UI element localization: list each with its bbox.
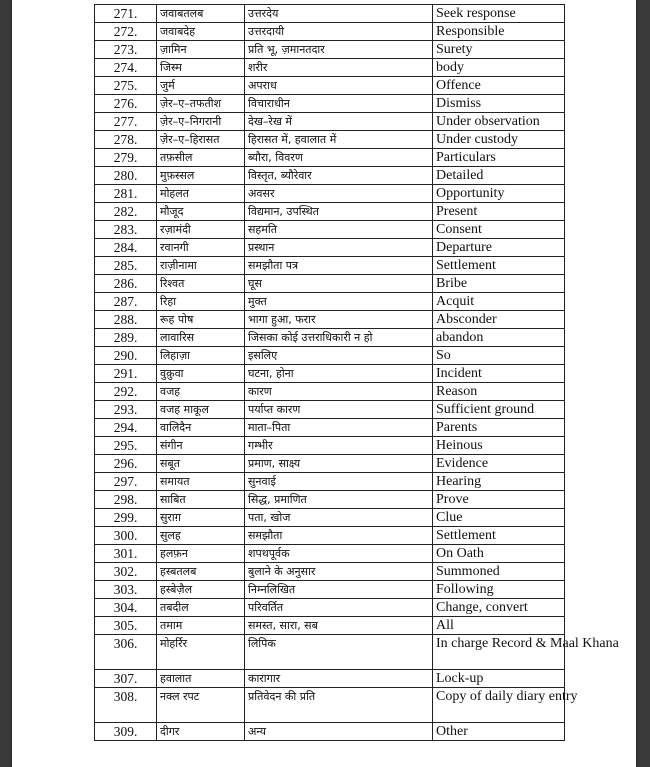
hindi-meaning: माता–पिता: [245, 419, 433, 437]
entry-number: 272.: [95, 23, 157, 41]
hindi-meaning: समझौता पत्र: [245, 257, 433, 275]
hindi-meaning: विचाराधीन: [245, 95, 433, 113]
entry-number: 309.: [95, 723, 157, 741]
urdu-term: लावारिस: [157, 329, 245, 347]
hindi-meaning: भागा हुआ, फरार: [245, 311, 433, 329]
urdu-term: हवालात: [157, 670, 245, 688]
entry-number: 292.: [95, 383, 157, 401]
urdu-term: ज़ेर–ए–निगरानी: [157, 113, 245, 131]
english-meaning: Heinous: [433, 437, 565, 455]
english-meaning: Copy of daily diary entry: [433, 688, 565, 723]
entry-number: 283.: [95, 221, 157, 239]
english-meaning: Prove: [433, 491, 565, 509]
urdu-term: रिश्वत: [157, 275, 245, 293]
table-row: [95, 185, 565, 203]
urdu-term: राज़ीनामा: [157, 257, 245, 275]
glossary-body: [95, 5, 619, 741]
urdu-term: मोहलत: [157, 185, 245, 203]
urdu-term: समायत: [157, 473, 245, 491]
table-row: [95, 545, 565, 563]
table-row: [95, 311, 565, 329]
urdu-term: सुलह: [157, 527, 245, 545]
entry-number: 297.: [95, 473, 157, 491]
hindi-meaning: प्रतिवेदन की प्रति: [245, 688, 433, 723]
entry-number: 294.: [95, 419, 157, 437]
entry-number: 278.: [95, 131, 157, 149]
entry-number: 276.: [95, 95, 157, 113]
hindi-meaning: प्रस्थान: [245, 239, 433, 257]
english-meaning: Hearing: [433, 473, 565, 491]
table-row: [95, 491, 565, 509]
english-meaning: Settlement: [433, 527, 565, 545]
table-row: [95, 95, 565, 113]
hindi-meaning: शपथपूर्वक: [245, 545, 433, 563]
english-meaning: Departure: [433, 239, 565, 257]
english-meaning: Offence: [433, 77, 565, 95]
entry-number: 284.: [95, 239, 157, 257]
hindi-meaning: पर्याप्त कारण: [245, 401, 433, 419]
english-meaning: Summoned: [433, 563, 565, 581]
urdu-term: हस्बेज़ैल: [157, 581, 245, 599]
entry-number: 287.: [95, 293, 157, 311]
table-row: [95, 221, 565, 239]
table-row: [95, 5, 565, 23]
table-row: [95, 347, 565, 365]
table-row: [95, 257, 565, 275]
entry-number: 291.: [95, 365, 157, 383]
entry-number: 299.: [95, 509, 157, 527]
hindi-meaning: प्रमाण, साक्ष्य: [245, 455, 433, 473]
hindi-meaning: अवसर: [245, 185, 433, 203]
entry-number: 279.: [95, 149, 157, 167]
english-meaning: Clue: [433, 509, 565, 527]
hindi-meaning: बुलाने के अनुसार: [245, 563, 433, 581]
document-page: [12, 0, 636, 767]
hindi-meaning: निम्नलिखित: [245, 581, 433, 599]
urdu-term: तबदील: [157, 599, 245, 617]
english-meaning: Evidence: [433, 455, 565, 473]
english-meaning: Following: [433, 581, 565, 599]
entry-number: 277.: [95, 113, 157, 131]
english-meaning: Other: [433, 723, 565, 741]
english-meaning: On Oath: [433, 545, 565, 563]
table-row: [95, 419, 565, 437]
urdu-term: वुक़ुवा: [157, 365, 245, 383]
table-row: [95, 563, 565, 581]
urdu-term: सबूत: [157, 455, 245, 473]
hindi-meaning: सुनवाई: [245, 473, 433, 491]
table-row: [95, 617, 565, 635]
table-row: [95, 293, 565, 311]
entry-number: 293.: [95, 401, 157, 419]
urdu-term: सुराग़: [157, 509, 245, 527]
english-meaning: Reason: [433, 383, 565, 401]
entry-number: 289.: [95, 329, 157, 347]
table-row: [95, 167, 565, 185]
entry-number: 282.: [95, 203, 157, 221]
table-row: [95, 455, 565, 473]
urdu-term: दीगर: [157, 723, 245, 741]
entry-number: 303.: [95, 581, 157, 599]
entry-number: 273.: [95, 41, 157, 59]
hindi-meaning: मुक्त: [245, 293, 433, 311]
english-meaning: Acquit: [433, 293, 565, 311]
hindi-meaning: इसलिए: [245, 347, 433, 365]
english-meaning: Detailed: [433, 167, 565, 185]
table-row: [95, 688, 565, 723]
english-meaning: Settlement: [433, 257, 565, 275]
entry-number: 286.: [95, 275, 157, 293]
entry-number: 302.: [95, 563, 157, 581]
urdu-term: रज़ामंदी: [157, 221, 245, 239]
english-meaning: Consent: [433, 221, 565, 239]
english-meaning: All: [433, 617, 565, 635]
hindi-meaning: घूस: [245, 275, 433, 293]
table-row: [95, 581, 565, 599]
hindi-meaning: शरीर: [245, 59, 433, 77]
urdu-term: तमाम: [157, 617, 245, 635]
hindi-meaning: कारागार: [245, 670, 433, 688]
entry-number: 271.: [95, 5, 157, 23]
urdu-term: मोहर्रिर: [157, 635, 245, 670]
english-meaning: Under observation: [433, 113, 565, 131]
urdu-term: मुफ़स्सल: [157, 167, 245, 185]
entry-number: 308.: [95, 688, 157, 723]
hindi-meaning: अन्य: [245, 723, 433, 741]
table-row: [95, 527, 565, 545]
entry-number: 288.: [95, 311, 157, 329]
entry-number: 298.: [95, 491, 157, 509]
hindi-meaning: प्रति भू, ज़मानतदार: [245, 41, 433, 59]
table-row: [95, 329, 565, 347]
english-meaning: Absconder: [433, 311, 565, 329]
table-row: [95, 670, 565, 688]
hindi-meaning: उत्तरदायी: [245, 23, 433, 41]
urdu-term: साबित: [157, 491, 245, 509]
table-row: [95, 131, 565, 149]
english-meaning: In charge Record & Maal Khana: [433, 635, 565, 670]
urdu-term: रूह पोष: [157, 311, 245, 329]
urdu-term: ज़ेर–ए–तफतीश: [157, 95, 245, 113]
table-row: [95, 77, 565, 95]
entry-number: 285.: [95, 257, 157, 275]
english-meaning: abandon: [433, 329, 565, 347]
urdu-term: वालिदैन: [157, 419, 245, 437]
entry-number: 307.: [95, 670, 157, 688]
urdu-term: नक्ल रपट: [157, 688, 245, 723]
table-row: [95, 149, 565, 167]
urdu-term: रवानगी: [157, 239, 245, 257]
english-meaning: Particulars: [433, 149, 565, 167]
entry-number: 300.: [95, 527, 157, 545]
hindi-meaning: विस्तृत, ब्यौरेवार: [245, 167, 433, 185]
urdu-term: हलफ़न: [157, 545, 245, 563]
english-meaning: body: [433, 59, 565, 77]
english-meaning: Lock-up: [433, 670, 565, 688]
english-meaning: Bribe: [433, 275, 565, 293]
english-meaning: Parents: [433, 419, 565, 437]
urdu-term: जवाबदेह: [157, 23, 245, 41]
hindi-meaning: समस्त, सारा, सब: [245, 617, 433, 635]
english-meaning: Change, convert: [433, 599, 565, 617]
urdu-term: ज़ेर–ए–हिरासत: [157, 131, 245, 149]
table-row: [95, 383, 565, 401]
urdu-term: मौजूद: [157, 203, 245, 221]
entry-number: 295.: [95, 437, 157, 455]
hindi-meaning: सिद्ध, प्रमाणित: [245, 491, 433, 509]
hindi-meaning: गम्भीर: [245, 437, 433, 455]
table-row: [95, 365, 565, 383]
english-meaning: Surety: [433, 41, 565, 59]
english-meaning: So: [433, 347, 565, 365]
urdu-term: लिहाज़ा: [157, 347, 245, 365]
entry-number: 305.: [95, 617, 157, 635]
english-meaning: Responsible: [433, 23, 565, 41]
table-row: [95, 41, 565, 59]
table-row: [95, 59, 565, 77]
entry-number: 274.: [95, 59, 157, 77]
table-row: [95, 635, 565, 670]
urdu-term: हस्बतलब: [157, 563, 245, 581]
urdu-term: जवाबतलब: [157, 5, 245, 23]
entry-number: 304.: [95, 599, 157, 617]
urdu-term: जुर्म: [157, 77, 245, 95]
table-row: [95, 113, 565, 131]
table-row: [95, 401, 565, 419]
urdu-term: वजह माकूल: [157, 401, 245, 419]
entry-number: 290.: [95, 347, 157, 365]
table-row: [95, 437, 565, 455]
hindi-meaning: देख–रेख में: [245, 113, 433, 131]
english-meaning: Under custody: [433, 131, 565, 149]
table-row: [95, 23, 565, 41]
english-meaning: Seek response: [433, 5, 565, 23]
entry-number: 280.: [95, 167, 157, 185]
english-meaning: Sufficient ground: [433, 401, 565, 419]
urdu-term: ज़ामिन: [157, 41, 245, 59]
hindi-meaning: पता, खोज: [245, 509, 433, 527]
urdu-term: वजह: [157, 383, 245, 401]
table-row: [95, 239, 565, 257]
hindi-meaning: उत्तरदेय: [245, 5, 433, 23]
glossary-table: [94, 4, 619, 741]
hindi-meaning: जिसका कोई उत्तराधिकारी न हो: [245, 329, 433, 347]
table-row: [95, 275, 565, 293]
english-meaning: Dismiss: [433, 95, 565, 113]
hindi-meaning: सहमति: [245, 221, 433, 239]
urdu-term: रिहा: [157, 293, 245, 311]
urdu-term: तफ़सील: [157, 149, 245, 167]
table-row: [95, 509, 565, 527]
table-row: [95, 723, 565, 741]
hindi-meaning: कारण: [245, 383, 433, 401]
hindi-meaning: अपराध: [245, 77, 433, 95]
table-row: [95, 203, 565, 221]
table-row: [95, 599, 565, 617]
english-meaning: Present: [433, 203, 565, 221]
hindi-meaning: परिवर्तित: [245, 599, 433, 617]
entry-number: 296.: [95, 455, 157, 473]
english-meaning: Opportunity: [433, 185, 565, 203]
hindi-meaning: घटना, होना: [245, 365, 433, 383]
english-meaning: Incident: [433, 365, 565, 383]
hindi-meaning: लिपिक: [245, 635, 433, 670]
urdu-term: संगीन: [157, 437, 245, 455]
entry-number: 306.: [95, 635, 157, 670]
hindi-meaning: समझौता: [245, 527, 433, 545]
urdu-term: जिस्म: [157, 59, 245, 77]
entry-number: 301.: [95, 545, 157, 563]
entry-number: 275.: [95, 77, 157, 95]
hindi-meaning: ब्यौरा, विवरण: [245, 149, 433, 167]
hindi-meaning: विद्यमान, उपस्थित: [245, 203, 433, 221]
table-row: [95, 473, 565, 491]
hindi-meaning: हिरासत में, हवालात में: [245, 131, 433, 149]
entry-number: 281.: [95, 185, 157, 203]
